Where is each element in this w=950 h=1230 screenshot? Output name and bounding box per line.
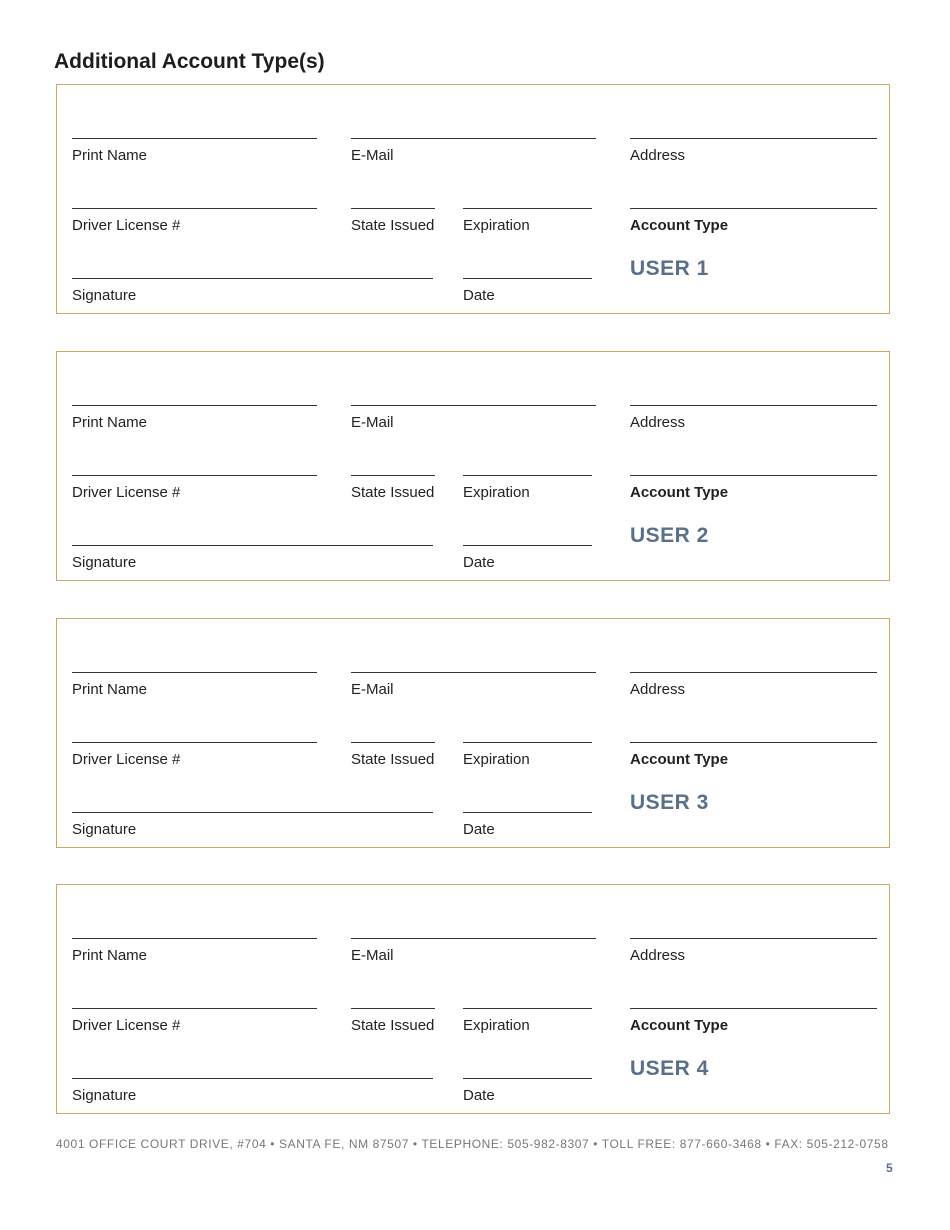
date-line[interactable] [463,545,592,546]
expiration-label: Expiration [463,751,530,768]
address-line[interactable] [630,672,877,673]
driver-license-label: Driver License # [72,217,181,234]
address-line[interactable] [630,138,877,139]
page-title: Additional Account Type(s) [54,50,325,73]
state-issued-line[interactable] [351,475,435,476]
driver-license-line[interactable] [72,1008,317,1009]
signature-label: Signature [72,287,137,304]
print-name-line[interactable] [72,138,317,139]
account-section-user-4 [56,884,890,1114]
address-label: Address [630,147,686,164]
signature-line[interactable] [72,812,433,813]
footer-contact-info: 4001 OFFICE COURT DRIVE, #704 • SANTA FE, NM 87507 • TELEPHONE: 505-982-8307 • TOLL FREE: 877-660-3468 • FAX: 505-212-0758 [56,1137,889,1151]
address-label: Address [630,414,686,431]
driver-license-label: Driver License # [72,484,181,501]
account-type-label: Account Type [630,751,729,768]
driver-license-line[interactable] [72,475,317,476]
account-type-label: Account Type [630,1017,729,1034]
date-line[interactable] [463,812,592,813]
print-name-line[interactable] [72,405,317,406]
date-line[interactable] [463,278,592,279]
email-line[interactable] [351,938,596,939]
state-issued-line[interactable] [351,208,435,209]
account-section-user-1 [56,84,890,314]
state-issued-label: State Issued [351,484,435,501]
signature-line[interactable] [72,1078,433,1079]
signature-label: Signature [72,554,137,571]
print-name-line[interactable] [72,672,317,673]
address-line[interactable] [630,938,877,939]
expiration-label: Expiration [463,217,530,234]
print-name-label: Print Name [72,147,148,164]
user-label: USER 1 [630,257,709,280]
account-type-line[interactable] [630,1008,877,1009]
user-label: USER 3 [630,791,709,814]
email-label: E-Mail [351,681,394,698]
account-type-line[interactable] [630,475,877,476]
signature-label: Signature [72,821,137,838]
email-line[interactable] [351,405,596,406]
user-label: USER 2 [630,524,709,547]
signature-line[interactable] [72,545,433,546]
account-type-label: Account Type [630,217,729,234]
expiration-label: Expiration [463,484,530,501]
print-name-label: Print Name [72,414,148,431]
date-label: Date [463,1087,495,1104]
account-type-line[interactable] [630,742,877,743]
address-label: Address [630,947,686,964]
account-type-label: Account Type [630,484,729,501]
state-issued-label: State Issued [351,1017,435,1034]
expiration-label: Expiration [463,1017,530,1034]
expiration-line[interactable] [463,1008,592,1009]
driver-license-line[interactable] [72,742,317,743]
account-type-line[interactable] [630,208,877,209]
account-section-user-3 [56,618,890,848]
user-label: USER 4 [630,1057,709,1080]
driver-license-label: Driver License # [72,1017,181,1034]
state-issued-line[interactable] [351,742,435,743]
state-issued-line[interactable] [351,1008,435,1009]
driver-license-line[interactable] [72,208,317,209]
expiration-line[interactable] [463,742,592,743]
email-line[interactable] [351,138,596,139]
date-label: Date [463,554,495,571]
expiration-line[interactable] [463,475,592,476]
state-issued-label: State Issued [351,217,435,234]
print-name-label: Print Name [72,947,148,964]
address-line[interactable] [630,405,877,406]
email-label: E-Mail [351,414,394,431]
page-number: 5 [886,1161,893,1175]
signature-label: Signature [72,1087,137,1104]
email-label: E-Mail [351,947,394,964]
account-section-user-2 [56,351,890,581]
state-issued-label: State Issued [351,751,435,768]
date-label: Date [463,287,495,304]
expiration-line[interactable] [463,208,592,209]
print-name-label: Print Name [72,681,148,698]
date-line[interactable] [463,1078,592,1079]
address-label: Address [630,681,686,698]
signature-line[interactable] [72,278,433,279]
date-label: Date [463,821,495,838]
driver-license-label: Driver License # [72,751,181,768]
print-name-line[interactable] [72,938,317,939]
email-line[interactable] [351,672,596,673]
email-label: E-Mail [351,147,394,164]
